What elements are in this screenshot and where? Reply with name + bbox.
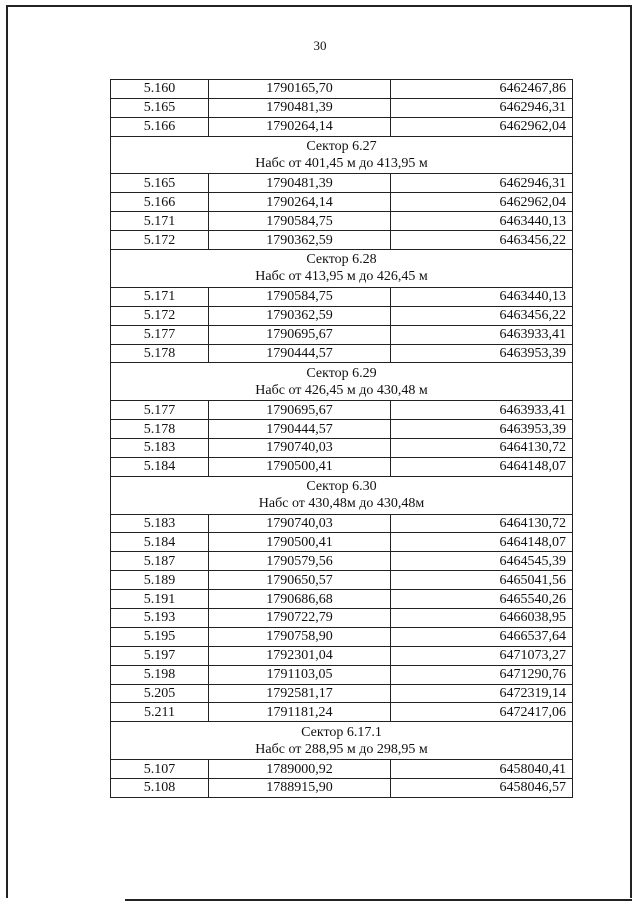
point-id-cell: 5.191 bbox=[111, 590, 209, 609]
x-coordinate-cell: 1790500,41 bbox=[209, 533, 391, 552]
x-coordinate-cell: 1790481,39 bbox=[209, 98, 391, 117]
table-row bbox=[111, 420, 573, 439]
sector-elevation-range: Набс от 426,45 м до 430,48 м bbox=[255, 382, 428, 398]
table-row bbox=[111, 609, 573, 628]
y-coordinate-cell: 6463456,22 bbox=[391, 306, 573, 325]
y-coordinate-cell: 6464148,07 bbox=[391, 533, 573, 552]
point-id-cell: 5.177 bbox=[111, 401, 209, 420]
x-coordinate-cell: 1792581,17 bbox=[209, 684, 391, 703]
y-coordinate-cell: 6466038,95 bbox=[391, 609, 573, 628]
y-coordinate-cell: 6464130,72 bbox=[391, 438, 573, 457]
coordinates-table bbox=[110, 79, 573, 798]
x-coordinate-cell: 1790444,57 bbox=[209, 420, 391, 439]
y-coordinate-cell: 6472417,06 bbox=[391, 703, 573, 722]
point-id-cell: 5.165 bbox=[111, 98, 209, 117]
x-coordinate-cell: 1790500,41 bbox=[209, 457, 391, 476]
point-id-cell: 5.183 bbox=[111, 514, 209, 533]
table-row bbox=[111, 533, 573, 552]
sector-header-cell bbox=[111, 722, 573, 760]
y-coordinate-cell: 6463440,13 bbox=[391, 212, 573, 231]
x-coordinate-cell: 1790695,67 bbox=[209, 325, 391, 344]
point-id-cell: 5.198 bbox=[111, 665, 209, 684]
table-row bbox=[111, 779, 573, 798]
table-row bbox=[111, 231, 573, 250]
y-coordinate-cell: 6463953,39 bbox=[391, 344, 573, 363]
bottom-rule bbox=[125, 899, 632, 901]
table-row bbox=[111, 457, 573, 476]
point-id-cell: 5.171 bbox=[111, 287, 209, 306]
y-coordinate-cell: 6463953,39 bbox=[391, 420, 573, 439]
table-row bbox=[111, 665, 573, 684]
point-id-cell: 5.193 bbox=[111, 609, 209, 628]
x-coordinate-cell: 1790444,57 bbox=[209, 344, 391, 363]
sector-header-cell bbox=[111, 476, 573, 514]
table-row bbox=[111, 684, 573, 703]
point-id-cell: 5.171 bbox=[111, 212, 209, 231]
x-coordinate-cell: 1788915,90 bbox=[209, 779, 391, 798]
sector-header-row bbox=[111, 250, 573, 288]
sector-title: Сектор 6.29 bbox=[306, 365, 377, 381]
x-coordinate-cell: 1790579,56 bbox=[209, 552, 391, 571]
x-coordinate-cell: 1789000,92 bbox=[209, 760, 391, 779]
table-row bbox=[111, 514, 573, 533]
y-coordinate-cell: 6472319,14 bbox=[391, 684, 573, 703]
point-id-cell: 5.183 bbox=[111, 438, 209, 457]
y-coordinate-cell: 6463440,13 bbox=[391, 287, 573, 306]
sector-elevation-range: Набс от 413,95 м до 426,45 м bbox=[255, 269, 428, 285]
sector-header-cell bbox=[111, 250, 573, 288]
x-coordinate-cell: 1790686,68 bbox=[209, 590, 391, 609]
sector-elevation-range: Набс от 401,45 м до 413,95 м bbox=[255, 156, 428, 172]
y-coordinate-cell: 6462467,86 bbox=[391, 80, 573, 99]
point-id-cell: 5.197 bbox=[111, 646, 209, 665]
y-coordinate-cell: 6471290,76 bbox=[391, 665, 573, 684]
y-coordinate-cell: 6462946,31 bbox=[391, 174, 573, 193]
table-row bbox=[111, 117, 573, 136]
table-row bbox=[111, 306, 573, 325]
table-row bbox=[111, 552, 573, 571]
y-coordinate-cell: 6463933,41 bbox=[391, 325, 573, 344]
table-row bbox=[111, 325, 573, 344]
sector-header-row bbox=[111, 476, 573, 514]
y-coordinate-cell: 6466537,64 bbox=[391, 627, 573, 646]
point-id-cell: 5.165 bbox=[111, 174, 209, 193]
point-id-cell: 5.178 bbox=[111, 344, 209, 363]
sector-title: Сектор 6.28 bbox=[306, 252, 377, 268]
x-coordinate-cell: 1791181,24 bbox=[209, 703, 391, 722]
table-row bbox=[111, 438, 573, 457]
sector-title: Сектор 6.30 bbox=[306, 479, 377, 495]
table-row bbox=[111, 627, 573, 646]
point-id-cell: 5.107 bbox=[111, 760, 209, 779]
sector-header-cell bbox=[111, 136, 573, 174]
x-coordinate-cell: 1790650,57 bbox=[209, 571, 391, 590]
x-coordinate-cell: 1790264,14 bbox=[209, 117, 391, 136]
y-coordinate-cell: 6465041,56 bbox=[391, 571, 573, 590]
y-coordinate-cell: 6458040,41 bbox=[391, 760, 573, 779]
point-id-cell: 5.108 bbox=[111, 779, 209, 798]
y-coordinate-cell: 6463933,41 bbox=[391, 401, 573, 420]
point-id-cell: 5.184 bbox=[111, 533, 209, 552]
x-coordinate-cell: 1790740,03 bbox=[209, 438, 391, 457]
table-row bbox=[111, 401, 573, 420]
sector-elevation-range: Набс от 430,48м до 430,48м bbox=[258, 496, 425, 512]
table-row bbox=[111, 80, 573, 99]
x-coordinate-cell: 1790722,79 bbox=[209, 609, 391, 628]
y-coordinate-cell: 6462946,31 bbox=[391, 98, 573, 117]
sector-header-row bbox=[111, 722, 573, 760]
x-coordinate-cell: 1790362,59 bbox=[209, 231, 391, 250]
x-coordinate-cell: 1790264,14 bbox=[209, 193, 391, 212]
table-row bbox=[111, 590, 573, 609]
y-coordinate-cell: 6463456,22 bbox=[391, 231, 573, 250]
y-coordinate-cell: 6471073,27 bbox=[391, 646, 573, 665]
x-coordinate-cell: 1792301,04 bbox=[209, 646, 391, 665]
table-row bbox=[111, 703, 573, 722]
point-id-cell: 5.205 bbox=[111, 684, 209, 703]
sector-header-row bbox=[111, 136, 573, 174]
x-coordinate-cell: 1790584,75 bbox=[209, 287, 391, 306]
y-coordinate-cell: 6465540,26 bbox=[391, 590, 573, 609]
sector-title: Сектор 6.27 bbox=[306, 139, 377, 155]
sector-header-cell bbox=[111, 363, 573, 401]
point-id-cell: 5.166 bbox=[111, 193, 209, 212]
x-coordinate-cell: 1790362,59 bbox=[209, 306, 391, 325]
table-row bbox=[111, 760, 573, 779]
point-id-cell: 5.166 bbox=[111, 117, 209, 136]
x-coordinate-cell: 1790165,70 bbox=[209, 80, 391, 99]
x-coordinate-cell: 1790584,75 bbox=[209, 212, 391, 231]
x-coordinate-cell: 1791103,05 bbox=[209, 665, 391, 684]
table-row bbox=[111, 174, 573, 193]
x-coordinate-cell: 1790758,90 bbox=[209, 627, 391, 646]
point-id-cell: 5.172 bbox=[111, 306, 209, 325]
point-id-cell: 5.189 bbox=[111, 571, 209, 590]
point-id-cell: 5.195 bbox=[111, 627, 209, 646]
y-coordinate-cell: 6464545,39 bbox=[391, 552, 573, 571]
y-coordinate-cell: 6458046,57 bbox=[391, 779, 573, 798]
coordinates-table-body bbox=[111, 80, 573, 798]
x-coordinate-cell: 1790481,39 bbox=[209, 174, 391, 193]
table-row bbox=[111, 98, 573, 117]
table-row bbox=[111, 193, 573, 212]
point-id-cell: 5.187 bbox=[111, 552, 209, 571]
point-id-cell: 5.211 bbox=[111, 703, 209, 722]
y-coordinate-cell: 6462962,04 bbox=[391, 193, 573, 212]
sector-elevation-range: Набс от 288,95 м до 298,95 м bbox=[255, 741, 428, 757]
point-id-cell: 5.160 bbox=[111, 80, 209, 99]
point-id-cell: 5.184 bbox=[111, 457, 209, 476]
point-id-cell: 5.172 bbox=[111, 231, 209, 250]
sector-title: Сектор 6.17.1 bbox=[301, 724, 382, 740]
table-row bbox=[111, 646, 573, 665]
table-row bbox=[111, 344, 573, 363]
sector-header-row bbox=[111, 363, 573, 401]
table-row bbox=[111, 212, 573, 231]
x-coordinate-cell: 1790740,03 bbox=[209, 514, 391, 533]
point-id-cell: 5.178 bbox=[111, 420, 209, 439]
table-row bbox=[111, 287, 573, 306]
page-number: 30 bbox=[313, 38, 327, 53]
point-id-cell: 5.177 bbox=[111, 325, 209, 344]
x-coordinate-cell: 1790695,67 bbox=[209, 401, 391, 420]
table-row bbox=[111, 571, 573, 590]
y-coordinate-cell: 6464148,07 bbox=[391, 457, 573, 476]
y-coordinate-cell: 6462962,04 bbox=[391, 117, 573, 136]
y-coordinate-cell: 6464130,72 bbox=[391, 514, 573, 533]
